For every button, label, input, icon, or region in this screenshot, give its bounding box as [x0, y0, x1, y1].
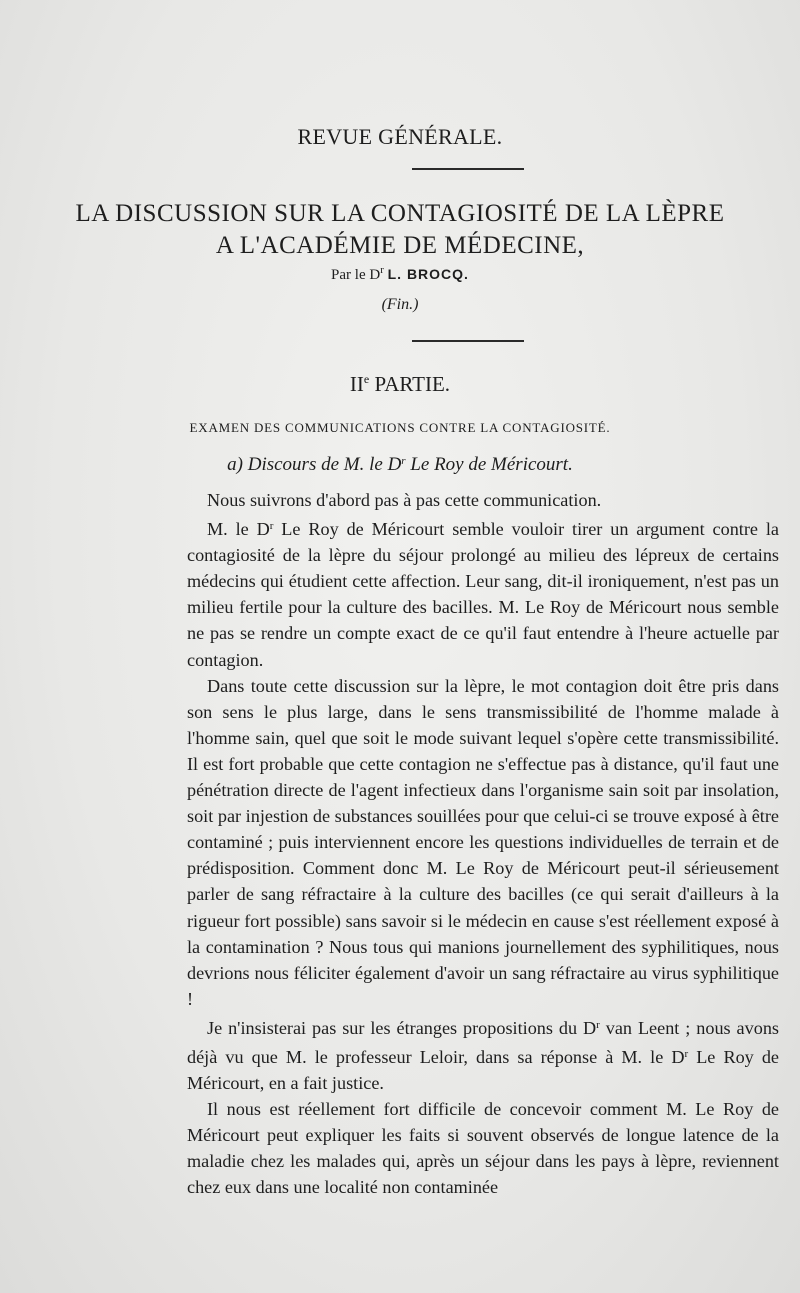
discours-heading: a) Discours de M. le $D^r$ Le Roy de Méricourt.: [227, 454, 573, 475]
divider-middle: [412, 340, 524, 342]
fin-note: (Fin.): [381, 296, 419, 313]
paragraph-4: Je n'insisterai pas sur les étranges propositions du $D^r$ van Leent ; nous avons déjà vu que M. le professeur Leloir, dans sa réponse à M. le $D^r$ Le Roy de Méricourt, en a fait justice.: [187, 1017, 779, 1094]
body-text: [187, 487, 779, 1201]
paragraph-3: Dans toute cette discussion sur la lèpre, le mot contagion doit être pris dans son sens le plus large, dans le sens transmissibilité de l'homme malade à l'homme sain, quel que soit le mode suivant lequel s'opère cette transmissibilité. Il est fort probable que cette contagion ne s'effectue pas à distance, qu'il faut une pénétration directe de l'agent infectieux dans l'organisme sain soit par insolation, soit par injestion de substances souillées pour que celui-ci se trouve exposé à être contaminé ; puis interviennent encore les questions individuelles de terrain et de prédisposition. Comment donc M. Le Roy de Méricourt peut-il sérieusement parler de sang réfractaire à la culture des bacilles (ce qui serait d'ailleurs à la rigueur fort possible) sans savoir si le médecin en cause s'est réellement exposé à la contamination ? Nous tous qui manions journellement des syphilitiques, nous devrions nous féliciter également d'avoir un sang réfractaire au virus syphilitique !: [187, 675, 779, 1009]
paragraph-5: Il nous est réellement fort difficile de concevoir comment M. Le Roy de Méricourt peut expliquer les faits si souvent observés de longue latence de la maladie chez les malades qui, après un séjour dans les pays à lèpre, reviennent chez eux dans une localité non contaminée: [187, 1099, 779, 1198]
article-title-line-1: LA DISCUSSION SUR LA CONTAGIOSITÉ DE LA LÈPRE: [75, 200, 725, 227]
divider-top: [412, 168, 524, 170]
section-heading: REVUE GÉNÉRALE.: [297, 124, 503, 149]
part-subtitle: EXAMEN DES COMMUNICATIONS CONTRE LA CONTAGIOSITÉ.: [189, 420, 611, 435]
part-heading: IIe PARTIE.: [349, 372, 451, 396]
paragraph-1: Nous suivrons d'abord pas à pas cette communication.: [207, 490, 602, 510]
author-name: L. BROCQ.: [387, 266, 469, 282]
paragraph-2: M. le $D^r$ Le Roy de Méricourt semble vouloir tirer un argument contre la contagiosité de la lèpre du séjour prolongé au milieu des lépreux de certains médecins qui étudient cette affection. Leur sang, dit-il ironiquement, n'est pas un milieu fertile pour la culture des bacilles. M. Le Roy de Méricourt nous semble ne pas se rendre un compte exact de ce qu'il faut entendre à l'heure actuelle par contagion.: [187, 519, 779, 670]
author-line: Par le $D^r$ L. BROCQ.: [331, 264, 469, 283]
article-title-line-2: A L'ACADÉMIE DE MÉDECINE,: [215, 232, 585, 259]
